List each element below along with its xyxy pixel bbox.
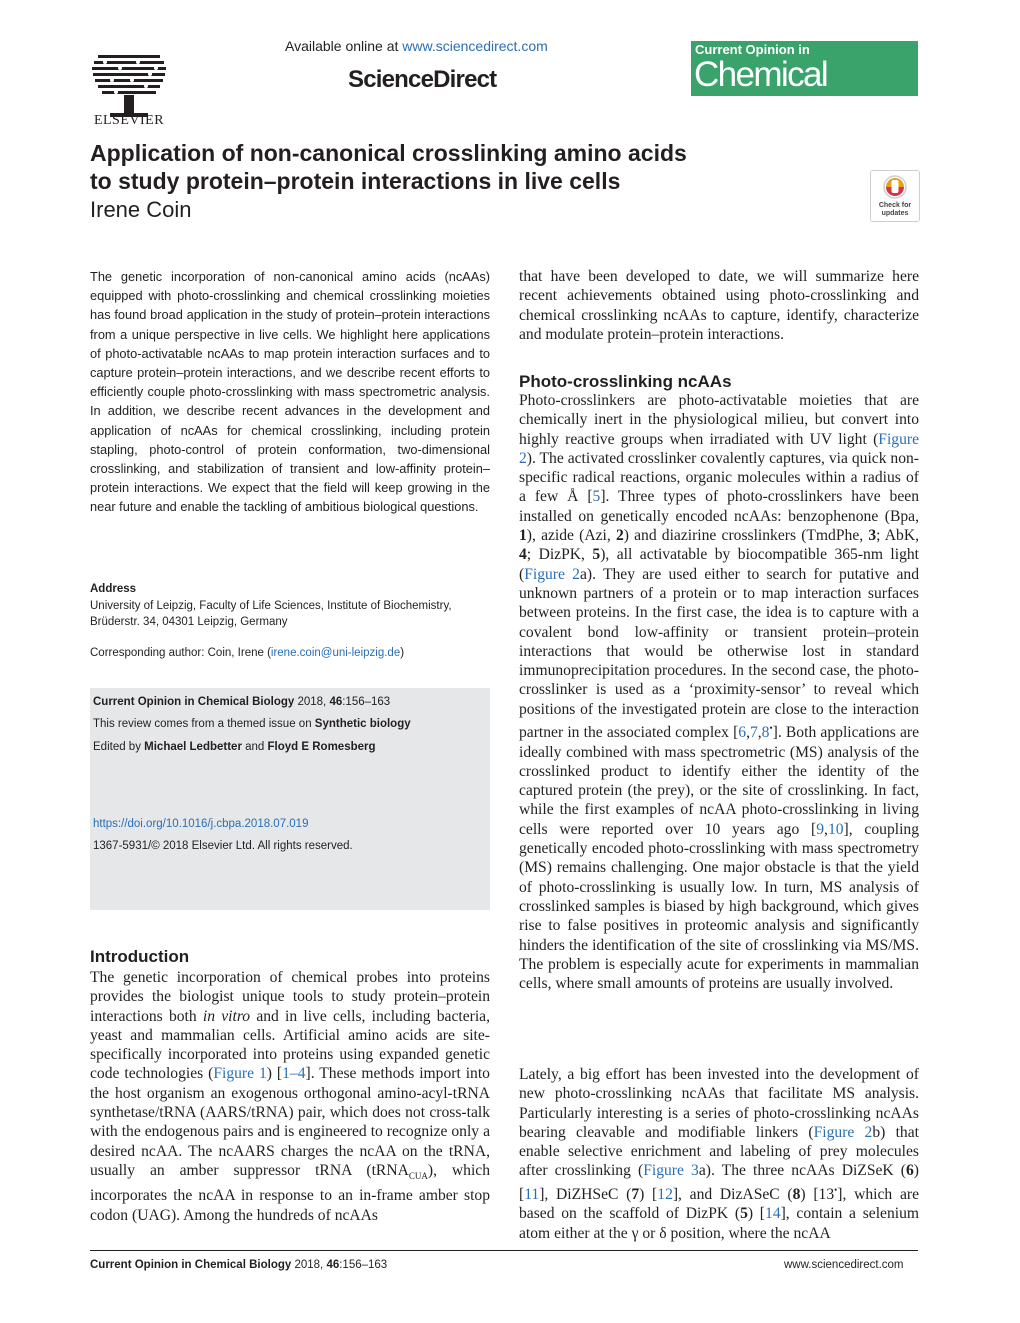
info-citation (93, 696, 390, 708)
check-for-updates-label: Check for updates (878, 202, 912, 217)
introduction-heading: Introduction (90, 947, 190, 966)
author-email-link[interactable]: irene.coin@uni-leipzig.de (270, 647, 401, 659)
trna-subscript: CUA (408, 1171, 428, 1182)
address-body (90, 598, 490, 630)
ref-figure-2b[interactable]: Figure 2 (813, 1123, 873, 1141)
publisher-name: ELSEVIER (93, 113, 165, 128)
corresponding-suffix: ) (400, 647, 405, 659)
corresponding-author (90, 647, 490, 659)
available-prefix: Available online at (285, 38, 403, 54)
address-heading: Address (90, 583, 137, 595)
themed-topic: Synthetic biology (314, 718, 411, 730)
in-vitro-italic: in vitro (202, 1007, 251, 1025)
footer-divider (90, 1250, 918, 1251)
footer-site: www.sciencedirect.com (784, 1259, 904, 1271)
ref-figure-2a[interactable]: Figure 2 (524, 565, 580, 583)
address-line-1: University of Leipzig, Faculty of Life Sciences, Institute of Biochemistry, (90, 600, 452, 612)
photo-crosslinking-paragraph-2: Lately, a big effort has been invested into the development of new photo-crosslinking ncAAs that facilitate MS analysis. Particularly interesting is a series of photo-crosslinking ncAAs bearing cleavable and modifiable linkers (Figure 2b) that enable selective enrichment and labeling of prey molecules after crosslinking (Figure 3a). The three ncAAs DiZSeK (6) [11], DiZHSeC (7) [12], and DizASeC (8) [13•], which are based on the scaffold of DizPK (5) [14], contain a selenium atom either at the γ or δ position, where the ncAA (519, 1066, 919, 1242)
footer-journal: Current Opinion in Chemical Biology (90, 1259, 292, 1271)
editors-and: and (241, 741, 268, 753)
info-volume: 46 (329, 696, 343, 708)
info-year: 2018, (294, 696, 330, 708)
article-title (90, 139, 850, 195)
info-pages: :156–163 (342, 696, 391, 708)
journal-logo-big: Chemical Biology (694, 55, 828, 134)
photo-crosslinking-heading: Photo-crosslinking ncAAs (519, 372, 732, 391)
copyright-line: 1367-5931/© 2018 Elsevier Ltd. All rights reserved. (93, 840, 353, 852)
platform-name: ScienceDirect (348, 66, 497, 93)
photo-crosslinking-paragraph-1: Photo-crosslinkers are photo-activatable moieties that are chemically inert in the physiological milieu, but convert into highly reactive groups when irradiated with UV light (Figure 2). The activated crosslinker covalently captures, via quick non-specific radical reactions, organic molecules within a radius of a few Å [5]. Three types of photo-crosslinkers have been installed on genetically encoded ncAAs: benzophenone (Bpa, 1), azide (Azi, 2) and diazirine crosslinkers (TmdPhe, 3; AbK, 4; DizPK, 5), all activatable by biocompatible 365-nm light (Figure 2a). They are used either to search for putative and unknown partners of a protein or to map interaction surfaces between proteins. In the first case, the idea is to capture with a covalent bond low-affinity or transient protein–protein interactions that would be otherwise lost in standard immunoprecipitation procedures. In the second case, the photo-crosslinker is used as a ‘proximity-sensor’ to reveal which positions of the investigated protein are close to the interaction partner in the associated complex [6,7,8•]. Both applications are ideally combined with mass spectrometric (MS) analysis of the crosslinked product to identify either the identity of the captured protein (the prey), or the site of crosslinking. In fact, while the first examples of ncAA photo-crosslinking in living cells were reported over 10 years ago [9,10], coupling genetically encoded photo-crosslinking with mass spectrometry (MS) remains challenging. One major obstacle is that the yield of photo-crosslinking is usually low. In turn, MS analysis of crosslinked samples is biased by high background, which gives rise to false positives in proteomic analysis and significantly hinders the identification of the site of crosslinking via MS/MS. The problem is especially acute for experiments in mammalian cells, where small amounts of proteins are usually involved. (519, 392, 920, 993)
footer-volume: 46 (326, 1259, 340, 1271)
ref-9[interactable]: 9 (816, 820, 825, 838)
ref-1-4[interactable]: 1–4 (282, 1065, 306, 1083)
edited-prefix: Edited by (93, 741, 145, 753)
check-for-updates-button[interactable] (870, 170, 920, 222)
ref-14[interactable]: 14 (765, 1205, 781, 1223)
address-line-2: Brüderstr. 34, 04301 Leipzig, Germany (90, 616, 288, 628)
ref-12[interactable]: 12 (657, 1185, 673, 1203)
info-editors (93, 741, 376, 753)
info-journal: Current Opinion in Chemical Biology (93, 696, 295, 708)
sciencedirect-link[interactable]: www.sciencedirect.com (402, 38, 548, 54)
ref-6[interactable]: 6 (738, 724, 747, 742)
journal-logo-small: Current Opinion in (695, 42, 810, 57)
title-line-1: Application of non-canonical crosslinking amino acids (90, 140, 687, 166)
themed-prefix: This review comes from a themed issue on (93, 718, 315, 730)
editor-1: Michael Ledbetter (144, 741, 242, 753)
article-info-box (90, 688, 490, 910)
footer-citation: Current Opinion in Chemical Biology 2018, 46:156–163 (90, 1259, 388, 1271)
ref-11[interactable]: 11 (524, 1185, 540, 1203)
ref-10[interactable]: 10 (827, 820, 844, 838)
ref-figure-2[interactable]: Figure 2 (519, 430, 919, 467)
available-online (285, 38, 548, 54)
corresponding-prefix: Corresponding author: Coin, Irene ( (90, 647, 271, 659)
author-name: Irene Coin (90, 197, 192, 222)
introduction-paragraph: The genetic incorporation of chemical probes into proteins provides the biologist unique tools to study protein–protein interactions both in vitro and in live cells, including bacteria, yeast and mammalian cells. Artificial amino acids are site-specifically incorporated into proteins using expanded genetic code technologies (Figure 1) [1–4]. These methods import into the host organism an exogenous orthogonal amino-acyl-tRNA synthetase/tRNA (AARS/tRNA) pair, which does not cross-talk with the endogenous pairs and is engineered to recognize only a desired ncAA. The ncAARS charges the ncAA on the tRNA, usually an amber suppressor tRNA (tRNA$_{CUA}$), which incorporates the ncAA in response to an in-frame amber stop codon (UAG). Among the hundreds of ncAAs (90, 969, 490, 1224)
ref-figure-1[interactable]: Figure 1 (213, 1065, 267, 1083)
title-line-2: to study protein–protein interactions in live cells (90, 168, 621, 194)
ref-7[interactable]: 7 (749, 724, 758, 742)
journal-logo (691, 41, 918, 134)
ref-5[interactable]: 5 (592, 488, 601, 506)
editor-2: Floyd E Romesberg (267, 741, 376, 753)
info-themed (93, 718, 411, 730)
ref-figure-3a[interactable]: Figure 3 (643, 1162, 699, 1180)
doi-link[interactable]: https://doi.org/10.1016/j.cbpa.2018.07.019 (93, 818, 309, 830)
abstract: The genetic incorporation of non-canonical amino acids (ncAAs) equipped with photo-crosslinking and chemical crosslinking moieties has found broad application in the study of protein–protein interactions from a unique perspective in live cells. We highlight here applications of photo-activatable ncAAs to map protein interaction surfaces and to capture protein–protein interactions, and we describe recent efforts to efficiently couple photo-crosslinking with mass spectrometric analysis. In addition, we describe recent advances in the development and application of ncAAs for chemical crosslinking, including protein stapling, photo-control of protein conformation, two-dimensional crosslinking, and stabilization of transient and low-affinity protein–protein interactions. We expect that the field will keep growing in the near future and enable the tackling of ambitious biological questions. (90, 269, 490, 515)
check-for-updates-icon (871, 171, 919, 201)
intro-continuation: that have been developed to date, we will summarize here recent achievements obtained using photo-crosslinking and chemical crosslinking ncAAs to capture, identify, characterize and modulate protein–protein interactions. (519, 268, 919, 343)
ref-8[interactable]: 8 (761, 724, 770, 742)
